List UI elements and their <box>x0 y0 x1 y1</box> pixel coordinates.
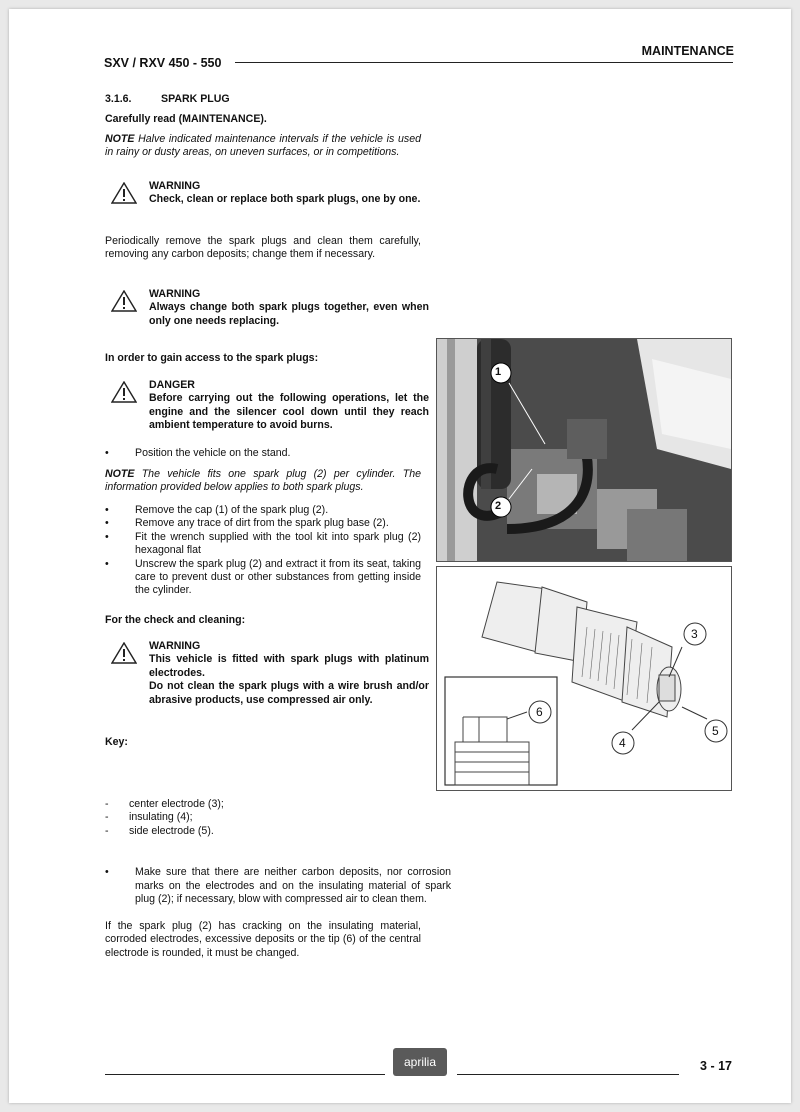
danger-text: Before carrying out the following operations, let the engine and the silencer cool down until they reach ambient temperature to avoid burns. <box>149 392 429 432</box>
footer-rule-left <box>105 1074 385 1075</box>
warning-title: WARNING <box>149 640 201 652</box>
callout-5: 5 <box>712 724 719 738</box>
note-text: Halve indicated maintenance intervals if the vehicle is used in rainy or dusty areas, on uneven surfaces, or in competitions. <box>105 133 421 159</box>
paragraph-clean: Periodically remove the spark plugs and clean them carefully, removing any carbon deposits; change them if necessary. <box>105 235 421 261</box>
key-heading: Key: <box>105 736 128 748</box>
note-2 <box>105 468 421 495</box>
section-header: MAINTENANCE <box>641 44 734 58</box>
warning-text: This vehicle is fitted with spark plugs with platinum electrodes. <box>149 653 429 679</box>
warning-text: Do not clean the spark plugs with a wire brush and/or abrasive products, use compressed air only. <box>149 680 429 706</box>
warning-3 <box>111 640 429 724</box>
access-heading: In order to gain access to the spark plugs: <box>105 352 319 364</box>
warning-1 <box>111 180 429 222</box>
final-paragraph: If the spark plug (2) has cracking on the insulating material, corroded electrodes, excessive deposits or the tip (6) of the central electrode is rounded, it must be changed. <box>105 920 421 959</box>
warning-title: WARNING <box>149 180 201 192</box>
step-stand: • Position the vehicle on the stand. <box>105 447 451 460</box>
callout-2: 2 <box>495 500 502 512</box>
danger-title: DANGER <box>149 379 195 391</box>
list-item: - insulating (4); <box>105 811 224 824</box>
section-title: SPARK PLUG <box>161 93 230 105</box>
callout-3: 3 <box>691 627 698 641</box>
page-number: 3 - 17 <box>700 1059 732 1073</box>
check-heading: For the check and cleaning: <box>105 614 246 626</box>
warning-text: Always change both spark plugs together, even when only one needs replacing. <box>149 301 429 327</box>
callout-6: 6 <box>536 705 543 719</box>
callout-1: 1 <box>495 366 502 378</box>
note-text: The vehicle fits one spark plug (2) per cylinder. The information provided below applies to both spark plugs. <box>105 468 421 494</box>
danger-block <box>111 379 429 435</box>
note-1 <box>105 133 421 160</box>
list-item: - side electrode (5). <box>105 825 224 838</box>
warning-text: Check, clean or replace both spark plugs, one by one. <box>149 193 421 206</box>
list-item: • Unscrew the spark plug (2) and extract it from its seat, taking care to prevent dust or other substances from getting inside the cylinder. <box>105 558 421 598</box>
engine-photo <box>436 338 732 562</box>
spark-plug-diagram <box>436 566 732 791</box>
section-number: 3.1.6. <box>105 93 132 105</box>
header-rule <box>235 62 733 63</box>
warning-triangle-icon <box>111 290 137 312</box>
note-label: NOTE <box>105 468 135 480</box>
warning-title: WARNING <box>149 288 201 300</box>
key-list <box>105 798 224 838</box>
steps-list <box>105 504 421 598</box>
list-item: - center electrode (3); <box>105 798 224 811</box>
warning-triangle-icon <box>111 381 137 403</box>
warning-2 <box>111 288 429 330</box>
model-header: SXV / RXV 450 - 550 <box>104 56 222 70</box>
list-item: • Fit the wrench supplied with the tool kit into spark plug (2) hexagonal flat <box>105 531 421 558</box>
note-label: NOTE <box>105 133 135 145</box>
list-item: • Remove the cap (1) of the spark plug (2). <box>105 504 421 517</box>
manual-page <box>9 9 791 1103</box>
step-check: • Make sure that there are neither carbon deposits, nor corrosion marks on the electrodes and on the insulating material of spark plug (2); if necessary, blow with compressed air to clean them. <box>105 866 451 906</box>
warning-triangle-icon <box>111 642 137 664</box>
intro-text: Carefully read (MAINTENANCE). <box>105 113 267 125</box>
callout-4: 4 <box>619 736 626 750</box>
list-item: • Remove any trace of dirt from the spark plug base (2). <box>105 517 421 530</box>
footer-rule-right <box>457 1074 679 1075</box>
aprilia-logo: aprilia <box>393 1048 447 1076</box>
warning-triangle-icon <box>111 182 137 204</box>
